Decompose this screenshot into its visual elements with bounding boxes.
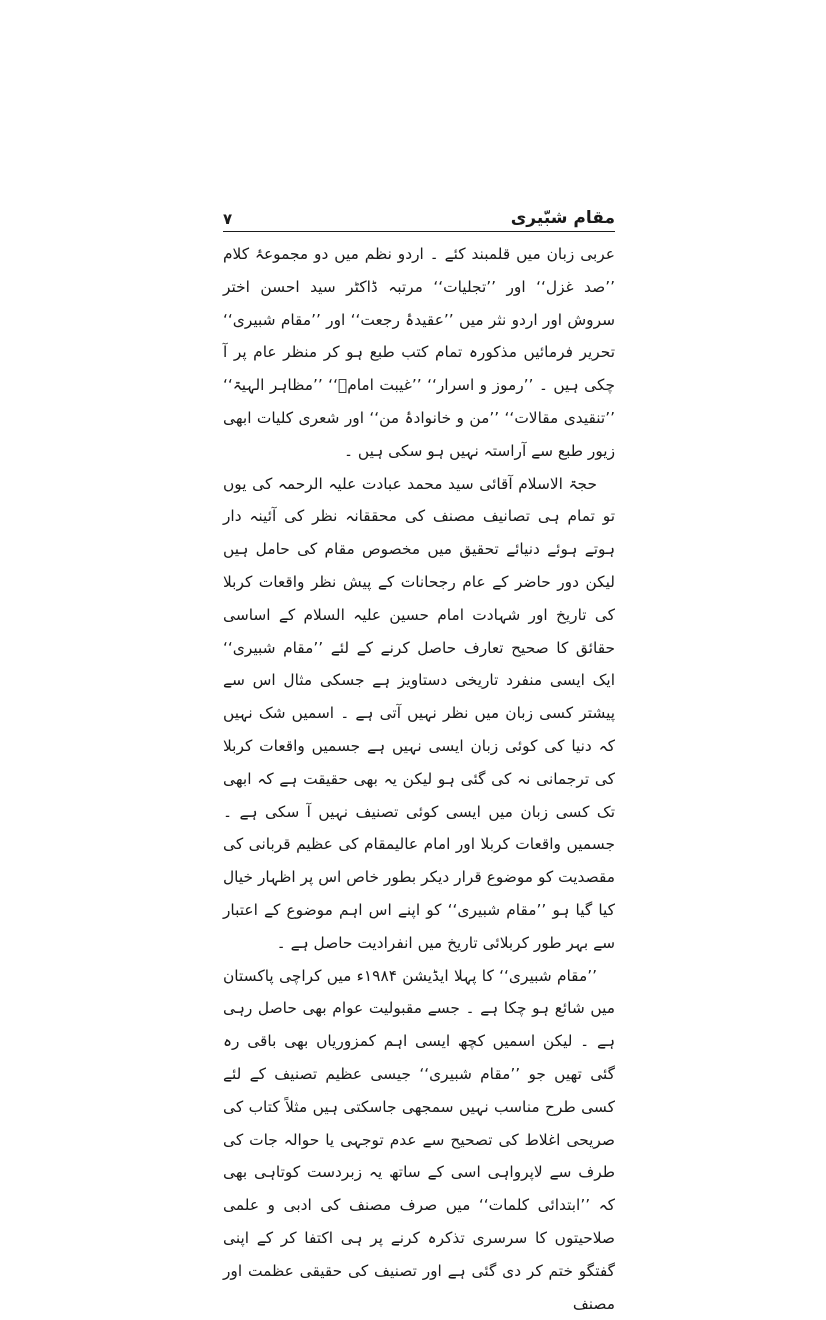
paragraph: حجۃ الاسلام آقائی سید محمد عبادت علیہ الرحمہ کی یوں تو تمام ہی تصانیف مصنف کی محققانہ نظر کی آئینہ دار ہوتے ہوئے دنیائے تحقیق میں مخصوص مقام کی حامل ہیں لیکن دور حاضر کے عام رجحانات کے پیش نظر واقعات کربلا کی تاریخ اور شہادت امام حسین علیہ السلام کے اساسی حقائق کا صحیح تعارف حاصل کرنے کے لئے ’’مقام شبیری‘‘ ایک ایسی منفرد تاریخی دستاویز ہے جسکی مثال اس سے پیشتر کسی زبان میں نظر نہیں آتی ہے ۔ اسمیں شک نہیں کہ دنیا کی کوئی زبان ایسی نہیں ہے جسمیں واقعات کربلا کی ترجمانی نہ کی گئی ہو لیکن یہ بھی حقیقت ہے کہ ابھی تک کسی زبان میں ایسی کوئی تصنیف نہیں آ سکی ہے ۔ جسمیں واقعات کربلا اور امام عالیمقام کی عظیم قربانی کی مقصدیت کو موضوع قرار دیکر بطور خاص اس پر اظہار خیال کیا گیا ہو ’’مقام شبیری‘‘ کو اپنے اس اہم موضوع کے اعتبار سے بہر طور کربلائی تاریخ میں انفرادیت حاصل ہے ۔ [223, 474, 615, 952]
paragraph: ’’مقام شبیری‘‘ کا پہلا ایڈیشن ۱۹۸۴ء میں کراچی پاکستان میں شائع ہو چکا ہے ۔ جسے مقبولیت عوام بھی حاصل رہی ہے ۔ لیکن اسمیں کچھ ایسی اہم کمزوریاں بھی باقی رہ گئی تھیں جو ’’مقام شبیری‘‘ جیسی عظیم تصنیف کے لئے کسی طرح مناسب نہیں سمجھی جاسکتی ہیں مثلاً کتاب کی صریحی اغلاط کی تصحیح سے عدم توجہی یا حوالہ جات کی طرف سے لاپرواہی اسی کے ساتھ یہ زبردست کوتاہی بھی کہ ’’ابتدائی کلمات‘‘ میں صرف مصنف کی ادبی و علمی صلاحیتوں کا سرسری تذکرہ کرنے پر ہی اکتفا کر کے اپنی گفتگو ختم کر دی گئی ہے اور تصنیف کی حقیقی عظمت اور مصنف [223, 966, 615, 1313]
header-rule [223, 231, 615, 232]
body-text [223, 238, 615, 1320]
page-number: ۷ [223, 210, 233, 228]
paragraph: عربی زبان میں قلمبند کئے ۔ اردو نظم میں دو مجموعۂ کلام ’’صد غزل‘‘ اور ’’تجلیات‘‘ مرتبہ ڈاکٹر سید احسن اختر سروش اور اردو نثر میں ’’عقیدۂ رجعت‘‘ اور ’’مقام شبیری‘‘ تحریر فرمائیں مذکورہ تمام کتب طبع ہو کر منظر عام پر آ چکی ہیں ۔ ’’رموز و اسرار‘‘ ’’غیبت امامؑ‘‘ ’’مظاہر الہیۃ‘‘ ’’تنقیدی مقالات‘‘ ’’من و خانوادۂ من‘‘ اور شعری کلیات ابھی زیور طبع سے آراستہ نہیں ہو سکی ہیں ۔ [223, 245, 615, 460]
book-title: مقام شبّیری [510, 208, 615, 228]
page-header [223, 196, 615, 228]
